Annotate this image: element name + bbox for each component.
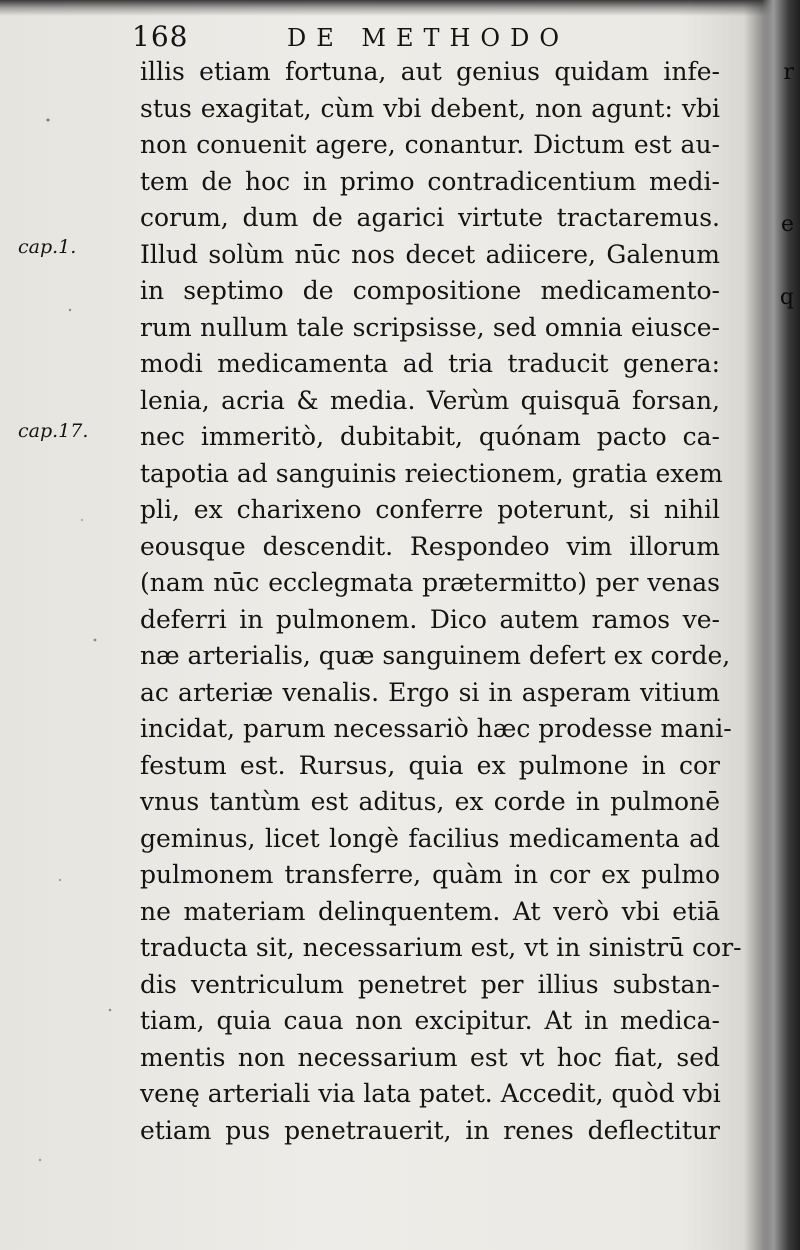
facing-page-glyph: e xyxy=(780,212,794,237)
margin-note: cap.1. xyxy=(18,236,77,258)
text-line: non conuenit agere, conantur. Dictum est au- xyxy=(140,130,720,159)
text-line: nec immeritò, dubitabit, quónam pacto ca- xyxy=(140,422,720,451)
text-line: pli, ex charixeno conferre poterunt, si nihil xyxy=(140,495,720,524)
text-line: ac arteriæ venalis. Ergo si in asperam vitium xyxy=(140,677,720,707)
text-line: geminus, licet longè facilius medicamenta ad xyxy=(140,823,720,853)
text-line: dis ventriculum penetret per illius substan- xyxy=(140,969,720,999)
text-line: vnus tantùm est aditus, ex corde in pulmonē xyxy=(140,787,720,816)
text-line: incidat, parum necessariò hæc prodesse mani- xyxy=(140,714,732,743)
text-line: tapotia ad sanguinis reiectionem, gratia exem xyxy=(140,458,723,488)
facing-page-glyph: r xyxy=(783,60,794,85)
facing-page-edge xyxy=(762,0,800,1250)
text-line: festum est. Rursus, quia ex pulmone in cor xyxy=(140,750,720,780)
text-line: modi medicamenta ad tria traducit genera: xyxy=(140,349,720,378)
text-line: venę arteriali via lata patet. Accedit, quòd vbi xyxy=(140,1079,721,1108)
running-title: DE METHODO xyxy=(287,24,570,52)
margin-note: cap.17. xyxy=(18,420,89,442)
text-line: (nam nūc ecclegmata prætermitto) per venas xyxy=(140,568,720,597)
text-line: tem de hoc in primo contradicentium medi- xyxy=(140,166,720,196)
text-line: stus exagitat, cùm vbi debent, non agunt: vbi xyxy=(140,93,720,123)
text-line: traducta sit, necessarium est, vt in sinistrū cor- xyxy=(140,933,742,962)
text-line: næ arterialis, quæ sanguinem defert ex corde, xyxy=(140,641,731,670)
text-line: illis etiam fortuna, aut genius quidam infe- xyxy=(140,57,720,86)
body-text xyxy=(140,54,742,1149)
top-shadow xyxy=(0,0,800,16)
text-line: mentis non necessarium est vt hoc fiat, sed xyxy=(140,1042,720,1072)
text-line: pulmonem transferre, quàm in cor ex pulmo xyxy=(140,860,720,889)
text-line: deferri in pulmonem. Dico autem ramos ve- xyxy=(140,604,720,634)
text-line: eousque descendit. Respondeo vim illorum xyxy=(140,531,720,561)
facing-page-glyph: q xyxy=(779,285,794,310)
text-line: tiam, quia caua non excipitur. At in medica- xyxy=(140,1006,720,1035)
text-line: corum, dum de agarici virtute tractaremus. xyxy=(140,203,720,232)
text-line: rum nullum tale scripsisse, sed omnia eiusce- xyxy=(140,312,720,342)
page-number: 168 xyxy=(132,20,189,53)
text-line: Illud solùm nūc nos decet adiicere, Galenum xyxy=(140,239,720,269)
text-line: in septimo de compositione medicamento- xyxy=(140,276,720,305)
text-line: ne materiam delinquentem. At verò vbi etiā xyxy=(140,896,720,926)
text-line: lenia, acria & media. Verùm quisquā forsan, xyxy=(140,385,720,415)
text-line: etiam pus penetrauerit, in renes deflectitur xyxy=(140,1115,720,1145)
